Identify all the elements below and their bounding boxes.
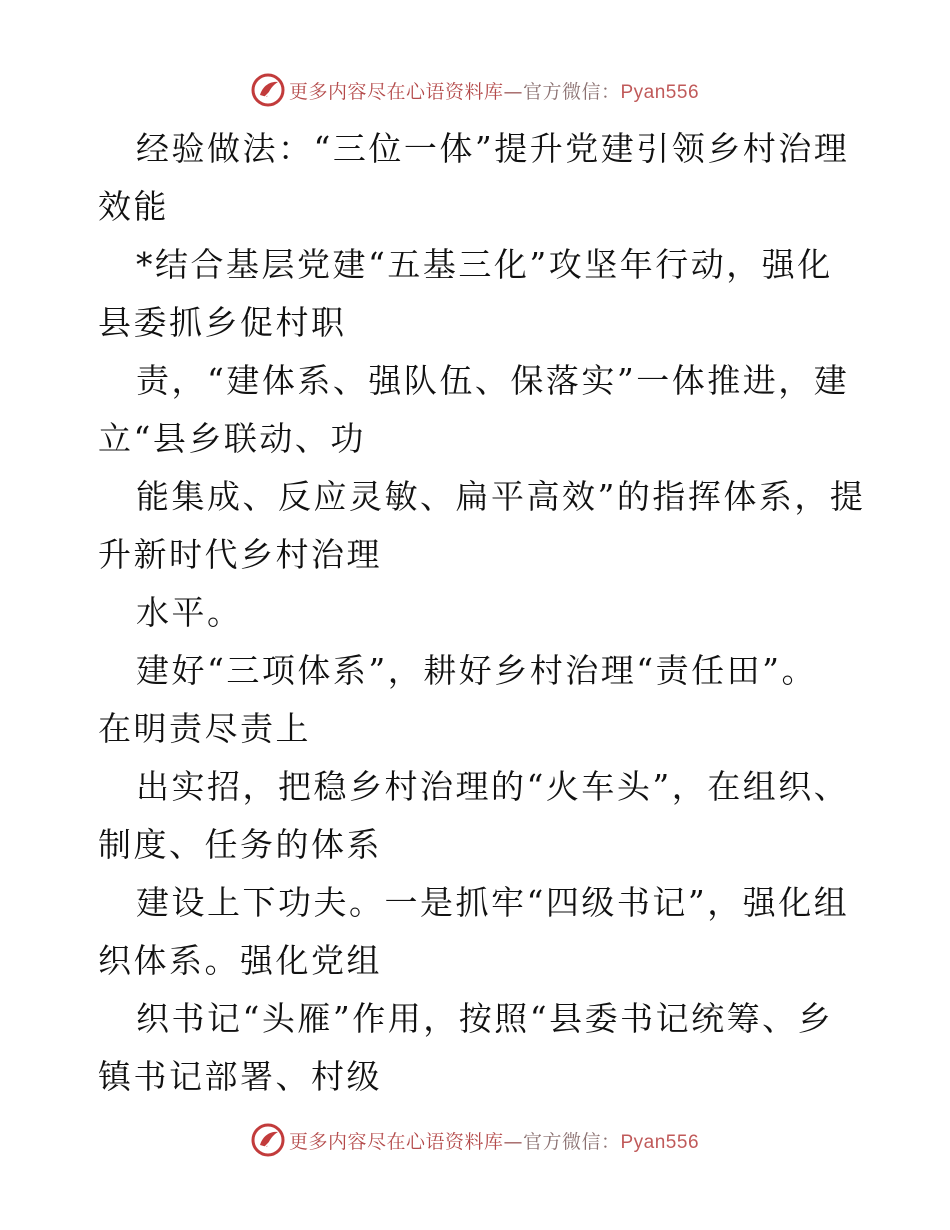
text-line: 建好“三项体系”，耕好乡村治理“责任田”。 — [136, 651, 817, 690]
text-line: 建设上下功夫。一是抓牢“四级书记”，强化组 — [136, 883, 850, 922]
footer-banner-dash: — — [503, 1130, 523, 1153]
text-line: 经验做法：“三位一体”提升党建引领乡村治理 — [136, 129, 850, 168]
text-line: 能集成、反应灵敏、扁平高效”的指挥体系，提 — [136, 477, 866, 516]
header-banner-main: 更多内容尽在心语资料库 — [288, 80, 504, 103]
footer-banner-wechat-label: 官方微信： — [522, 1130, 621, 1153]
text-line: 出实招，把稳乡村治理的“火车头”，在组织、 — [136, 767, 850, 806]
text-line: 织体系。强化党组 — [98, 941, 382, 980]
text-line: 升新时代乡村治理 — [98, 535, 382, 574]
footer-banner — [0, 1120, 950, 1160]
footer-banner-text — [289, 1127, 699, 1154]
text-line: 制度、任务的体系 — [98, 825, 382, 864]
header-banner-text — [289, 77, 699, 104]
logo-icon — [251, 73, 285, 107]
text-line: *结合基层党建“五基三化”攻坚年行动，强化 — [136, 245, 833, 284]
text-line: 织书记“头雁”作用，按照“县委书记统筹、乡 — [136, 999, 834, 1038]
header-banner-wechat-label: 官方微信： — [522, 80, 621, 103]
footer-banner-wechat-id: Pyan556 — [620, 1131, 700, 1153]
logo-icon — [251, 1123, 285, 1157]
text-line: 在明责尽责上 — [98, 709, 311, 748]
footer-banner-main: 更多内容尽在心语资料库 — [288, 1130, 504, 1153]
text-line: 效能 — [98, 187, 169, 226]
text-line: 责，“建体系、强队伍、保落实”一体推进，建 — [136, 361, 850, 400]
text-line: 立“县乡联动、功 — [98, 419, 366, 458]
header-banner-wechat-id: Pyan556 — [620, 81, 700, 103]
header-banner-dash: — — [503, 80, 523, 103]
text-line: 镇书记部署、村级 — [98, 1057, 382, 1096]
document-body — [98, 120, 866, 1106]
text-line: 县委抓乡促村职 — [98, 303, 347, 342]
text-line: 水平。 — [136, 593, 243, 632]
header-banner — [0, 70, 950, 110]
